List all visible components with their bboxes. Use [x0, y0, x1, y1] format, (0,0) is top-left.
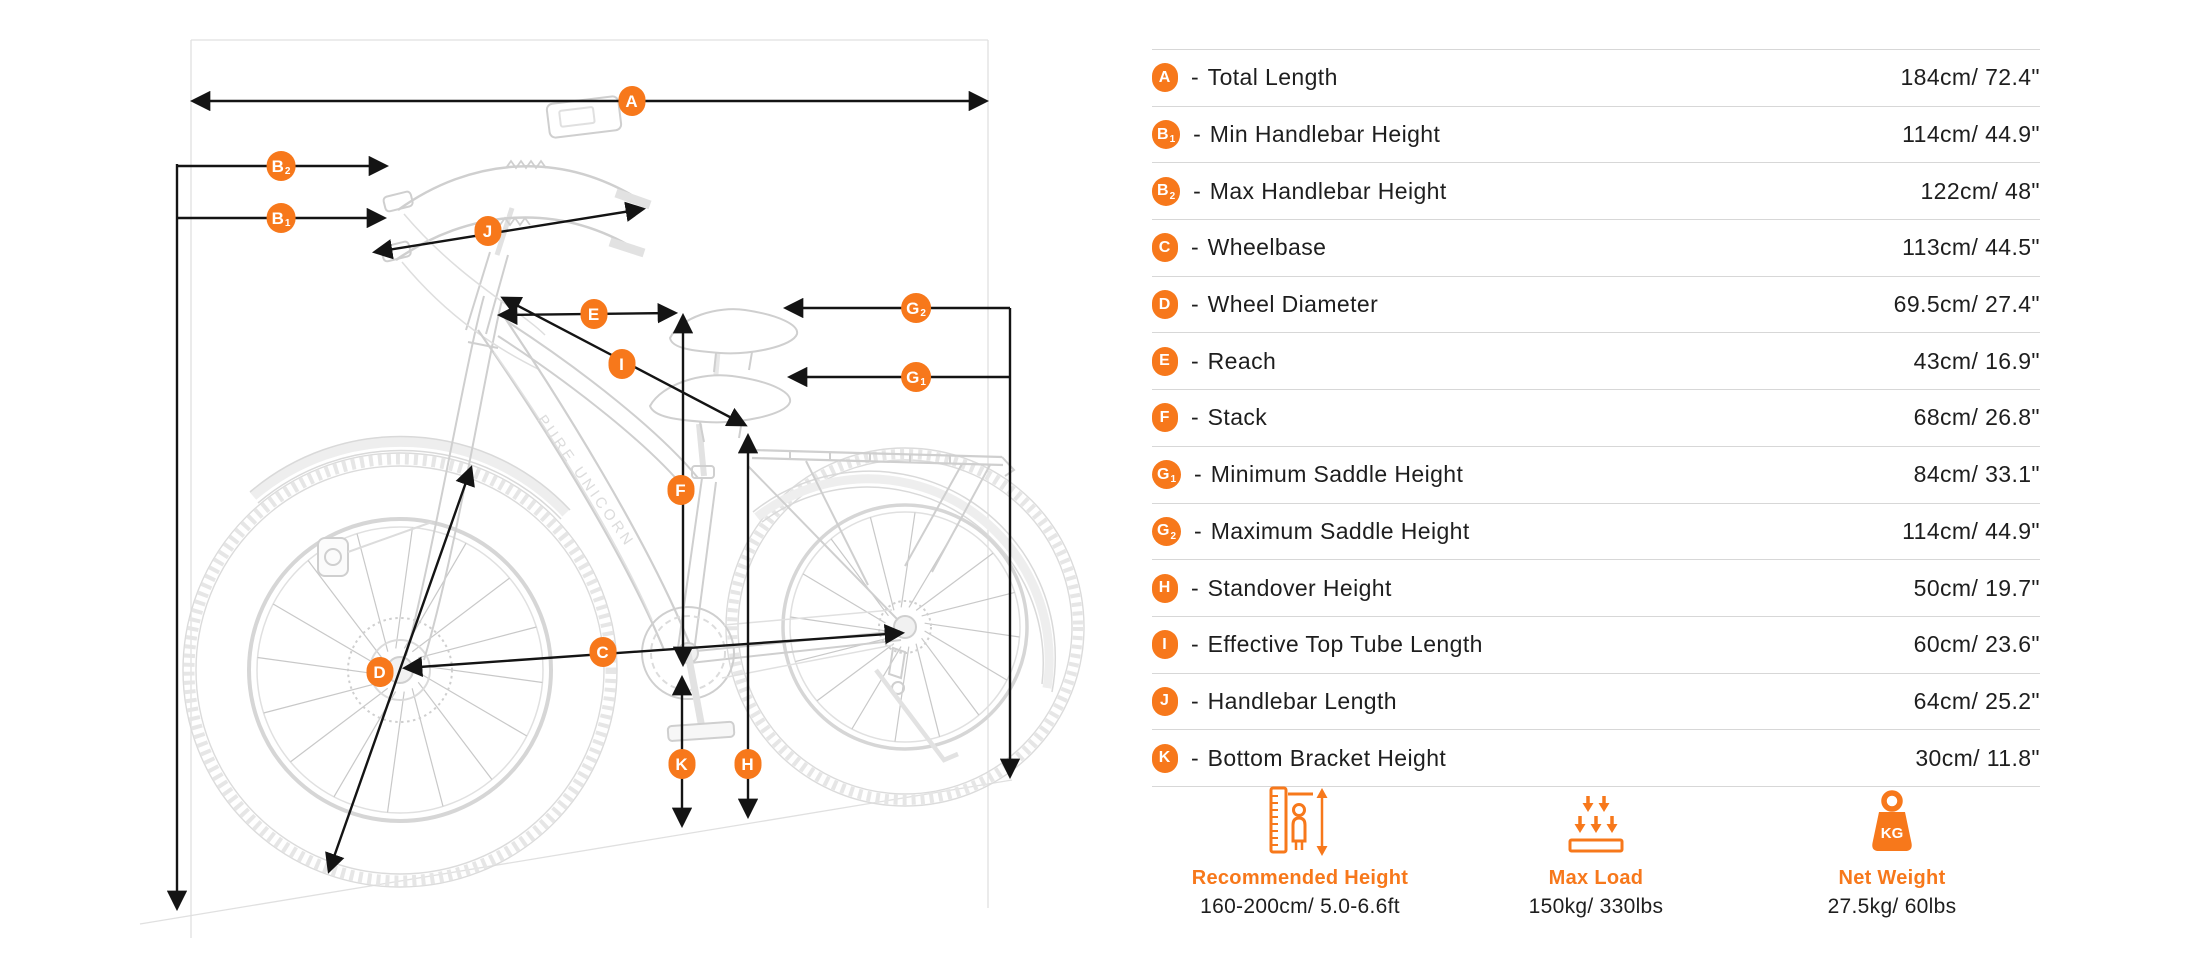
- badge-letter: J: [482, 221, 493, 241]
- row-dash: -: [1194, 517, 1202, 544]
- row-letter-badge: [1152, 347, 1178, 376]
- row-value: 60cm/ 23.6": [1913, 631, 2040, 658]
- diagram-letter-badge: [267, 203, 296, 233]
- table-row: [1152, 220, 2040, 277]
- row-letter-badge: [1152, 177, 1180, 206]
- footer-net-weight: [1744, 782, 2040, 919]
- badge-letter: C: [1158, 238, 1171, 256]
- diagram-letter-badge: [267, 151, 296, 181]
- row-label: Minimum Saddle Height: [1210, 461, 1464, 488]
- badge-letter: B: [1157, 182, 1169, 200]
- row-dash: -: [1191, 234, 1199, 261]
- footer-value: 27.5kg/ 60lbs: [1827, 895, 1957, 918]
- row-dash: -: [1193, 177, 1201, 204]
- dimension-line-wheel-diameter: [329, 468, 471, 871]
- table-row: [1152, 163, 2040, 220]
- row-dash: -: [1191, 744, 1199, 771]
- frame-brand-text: PURE UNICORN: [533, 411, 638, 551]
- row-letter-badge: [1152, 460, 1181, 489]
- footer-label: Net Weight: [1838, 867, 1946, 889]
- footer-recommended-height: [1152, 782, 1448, 919]
- badge-letter: D: [1158, 295, 1171, 313]
- badge-letter: I: [1162, 635, 1167, 653]
- footer-label: Recommended Height: [1191, 867, 1409, 889]
- badge-subscript: 1: [284, 218, 291, 229]
- row-value: 30cm/ 11.8": [1915, 744, 2040, 771]
- badge-letter: B: [271, 156, 284, 176]
- row-letter-badge: [1152, 233, 1178, 262]
- table-row: [1152, 560, 2040, 617]
- row-dash: -: [1191, 347, 1199, 374]
- badge-letter: G: [1157, 522, 1170, 540]
- badge-subscript: 2: [284, 166, 291, 177]
- footer-label: Max Load: [1548, 867, 1644, 889]
- badge-letter: F: [675, 480, 686, 500]
- row-letter-badge: [1152, 744, 1178, 773]
- diagram-letter-badge: [475, 216, 502, 246]
- row-value: 114cm/ 44.9": [1902, 121, 2040, 148]
- row-value: 69.5cm/ 27.4": [1893, 291, 2040, 318]
- table-row: [1152, 107, 2040, 164]
- badge-subscript: 1: [920, 377, 926, 388]
- kg-icon-text: KG: [1880, 825, 1904, 842]
- row-letter-badge: [1152, 630, 1178, 659]
- diagram-letter-badge: [668, 475, 695, 505]
- table-row: [1152, 50, 2040, 107]
- row-label: Wheelbase: [1207, 234, 1327, 261]
- table-row: [1152, 617, 2040, 674]
- row-label: Stack: [1207, 404, 1268, 431]
- height-ruler-icon: [1267, 782, 1333, 858]
- badge-letter: J: [1160, 692, 1169, 710]
- table-row: [1152, 730, 2040, 787]
- row-value: 43cm/ 16.9": [1913, 347, 2040, 374]
- footer-max-load: [1448, 782, 1744, 919]
- row-dash: -: [1193, 121, 1201, 148]
- badge-subscript: 2: [920, 308, 926, 319]
- diagram-letter-badge: [609, 349, 636, 379]
- row-value: 68cm/ 26.8": [1913, 404, 2040, 431]
- row-dash: -: [1194, 461, 1202, 488]
- badge-letter: E: [1159, 352, 1170, 370]
- diagram-letter-badge: [901, 293, 931, 323]
- diagram-letter-badge: [590, 637, 617, 667]
- row-dash: -: [1191, 64, 1199, 91]
- badge-subscript: 1: [1169, 134, 1176, 146]
- row-value: 184cm/ 72.4": [1900, 64, 2040, 91]
- row-dash: -: [1191, 404, 1199, 431]
- diagram-letter-badge: [669, 749, 696, 779]
- row-label: Total Length: [1207, 64, 1338, 91]
- badge-letter: E: [587, 304, 600, 324]
- badge-letter: H: [741, 754, 754, 774]
- diagram-letter-badge: [901, 362, 931, 392]
- table-row: [1152, 674, 2040, 731]
- row-label: Handlebar Length: [1207, 687, 1397, 714]
- row-letter-badge: [1152, 687, 1178, 716]
- row-dash: -: [1191, 574, 1199, 601]
- row-value: 84cm/ 33.1": [1913, 461, 2040, 488]
- row-letter-badge: [1152, 63, 1178, 92]
- row-label: Bottom Bracket Height: [1207, 744, 1447, 771]
- row-value: 50cm/ 19.7": [1913, 574, 2040, 601]
- diagram-letter-badge: [581, 299, 608, 329]
- row-label: Wheel Diameter: [1207, 291, 1379, 318]
- badge-letter: F: [1159, 408, 1170, 426]
- diagram-letter-badge: [367, 657, 394, 687]
- table-row: [1152, 504, 2040, 561]
- row-label: Reach: [1207, 347, 1277, 374]
- dimension-line-wheelbase: [405, 633, 902, 668]
- table-row: [1152, 277, 2040, 334]
- table-row: [1152, 333, 2040, 390]
- badge-subscript: 2: [1169, 190, 1176, 202]
- row-label: Max Handlebar Height: [1209, 177, 1447, 204]
- footer-value: 150kg/ 330lbs: [1528, 895, 1664, 918]
- row-letter-badge: [1152, 517, 1181, 546]
- row-dash: -: [1191, 291, 1199, 318]
- badge-subscript: 1: [1170, 474, 1177, 486]
- row-letter-badge: [1152, 403, 1178, 432]
- badge-subscript: 2: [1170, 530, 1177, 542]
- badge-letter: K: [675, 754, 688, 774]
- row-dash: -: [1191, 687, 1199, 714]
- badge-letter: D: [373, 662, 386, 682]
- row-letter-badge: [1152, 574, 1178, 603]
- net-weight-icon: [1860, 782, 1924, 858]
- row-letter-badge: [1152, 290, 1178, 319]
- badge-letter: G: [1157, 465, 1170, 483]
- badge-letter: K: [1158, 749, 1171, 767]
- badge-letter: A: [1158, 68, 1171, 86]
- row-label: Maximum Saddle Height: [1210, 517, 1470, 544]
- table-row: [1152, 447, 2040, 504]
- footer-specs: [1152, 782, 2040, 919]
- diagram-letter-badge: [619, 86, 646, 116]
- badge-letter: H: [1158, 579, 1171, 597]
- badge-letter: A: [625, 91, 638, 111]
- row-dash: -: [1191, 631, 1199, 658]
- row-letter-badge: [1152, 120, 1180, 149]
- row-value: 113cm/ 44.5": [1902, 234, 2040, 261]
- badge-letter: C: [596, 642, 609, 662]
- row-value: 114cm/ 44.9": [1902, 517, 2040, 544]
- row-label: Min Handlebar Height: [1209, 121, 1441, 148]
- badge-letter: G: [906, 367, 920, 387]
- diagram-letter-badge: [735, 749, 762, 779]
- badge-letter: G: [906, 298, 920, 318]
- row-label: Effective Top Tube Length: [1207, 631, 1483, 658]
- max-load-icon: [1564, 782, 1628, 858]
- footer-value: 160-200cm/ 5.0-6.6ft: [1200, 895, 1400, 918]
- spec-table: [1152, 49, 2040, 787]
- badge-letter: B: [271, 208, 284, 228]
- dimension-line-handlebar-length: [375, 209, 643, 252]
- row-value: 122cm/ 48": [1920, 177, 2040, 204]
- badge-letter: I: [619, 354, 624, 374]
- row-value: 64cm/ 25.2": [1913, 687, 2040, 714]
- row-label: Standover Height: [1207, 574, 1392, 601]
- badge-letter: B: [1157, 125, 1169, 143]
- table-row: [1152, 390, 2040, 447]
